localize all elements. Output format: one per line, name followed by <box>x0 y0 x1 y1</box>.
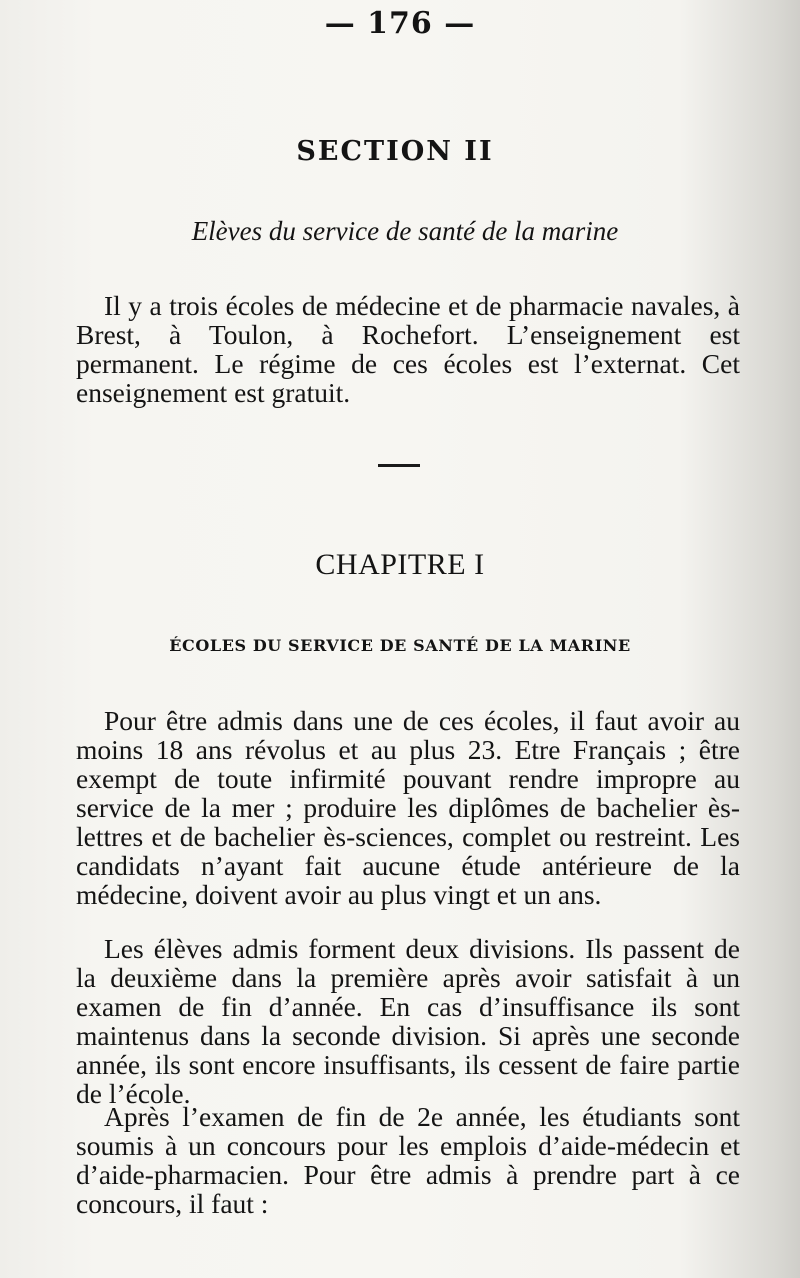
section-subtitle: Elèves du service de santé de la marine <box>191 216 619 246</box>
chapter-subtitle: ÉCOLES DU SERVICE DE SANTÉ DE LA MARINE <box>169 636 631 655</box>
section-intro-paragraph: Il y a trois écoles de médecine et de pharmacie navales, à Brest, à Toulon, à Rochefort. L’enseignement est permanent. Le régime de ces écoles est l’externat. Cet enseignement est gratuit. <box>76 290 740 408</box>
body-paragraph-concours: Après l’examen de fin de 2e année, les étudiants sont soumis à un concours pour les emplois d’aide-médecin et d’aide-pharmacien. Pour être admis à prendre part à ce concours, il faut : <box>76 1101 740 1219</box>
body-paragraph-divisions: Les élèves admis forment deux divisions. Ils passent de la deuxième dans la première après avoir satisfait à un examen de fin d’année. En cas d’insuffisance ils sont maintenus dans la seconde division. Si après une seconde année, ils sont encore insuffisants, ils cessent de faire partie de l’école. <box>76 933 740 1109</box>
section-divider <box>378 464 420 467</box>
section-title: SECTION II <box>296 136 494 167</box>
body-paragraph-admission: Pour être admis dans une de ces écoles, il faut avoir au moins 18 ans révolus et au plus 23. Etre Français ; être exempt de toute infirmité pouvant rendre impropre au service de la mer ; produire les diplômes de bachelier ès-lettres et de bachelier ès-sciences, complet ou restreint. Les candidats n’ayant fait aucune étude antérieure de la médecine, doivent avoir au plus vingt et un ans. <box>76 705 740 910</box>
page-number: — 176 — <box>324 6 476 41</box>
chapter-title: CHAPITRE I <box>315 548 485 581</box>
